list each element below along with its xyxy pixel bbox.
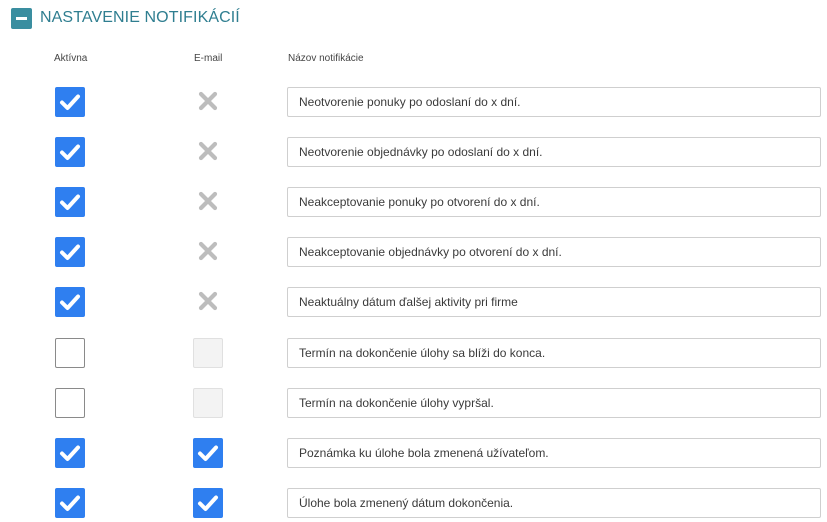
notification-name-field[interactable]: Neaktuálny dátum ďalšej aktivity pri firme: [287, 287, 821, 317]
email-unavailable-x-icon: [197, 290, 219, 312]
email-unavailable-x-icon: [197, 90, 219, 112]
email-checkbox[interactable]: [193, 438, 223, 468]
notification-name-field[interactable]: Neakceptovanie objednávky po otvorení do x dní.: [287, 237, 821, 267]
email-unavailable-x-icon: [197, 240, 219, 262]
email-checkbox[interactable]: [193, 488, 223, 518]
active-checkbox[interactable]: [55, 388, 85, 418]
notification-row: [0, 187, 827, 219]
active-checkbox[interactable]: [55, 488, 85, 518]
notification-row: [0, 388, 827, 420]
active-checkbox[interactable]: [55, 237, 85, 267]
notification-row: [0, 237, 827, 269]
active-checkbox[interactable]: [55, 438, 85, 468]
active-checkbox[interactable]: [55, 338, 85, 368]
section-header: [11, 6, 240, 30]
email-unavailable-x-icon: [197, 140, 219, 162]
notification-name-field[interactable]: Úlohe bola zmenený dátum dokončenia.: [287, 488, 821, 518]
column-header-email: E-mail: [194, 53, 223, 64]
notification-name-field[interactable]: Poznámka ku úlohe bola zmenená užívateľom.: [287, 438, 821, 468]
notification-row: [0, 438, 827, 470]
notification-row: [0, 338, 827, 370]
notification-row: [0, 488, 827, 520]
active-checkbox[interactable]: [55, 137, 85, 167]
active-checkbox[interactable]: [55, 287, 85, 317]
active-checkbox[interactable]: [55, 187, 85, 217]
notification-row: [0, 287, 827, 319]
email-unavailable-x-icon: [197, 190, 219, 212]
collapse-minus-icon[interactable]: [11, 8, 32, 29]
active-checkbox[interactable]: [55, 87, 85, 117]
notification-name-field[interactable]: Termín na dokončenie úlohy vypršal.: [287, 388, 821, 418]
email-checkbox: [193, 388, 223, 418]
email-checkbox: [193, 338, 223, 368]
column-header-name: Názov notifikácie: [288, 53, 364, 64]
notification-name-field[interactable]: Neotvorenie objednávky po odoslaní do x dní.: [287, 137, 821, 167]
section-title: NASTAVENIE NOTIFIKÁCIÍ: [40, 9, 240, 26]
notification-name-field[interactable]: Neotvorenie ponuky po odoslaní do x dní.: [287, 87, 821, 117]
notification-name-field[interactable]: Neakceptovanie ponuky po otvorení do x dní.: [287, 187, 821, 217]
notification-name-field[interactable]: Termín na dokončenie úlohy sa blíži do konca.: [287, 338, 821, 368]
notification-row: [0, 87, 827, 119]
column-header-active: Aktívna: [54, 53, 88, 64]
notification-row: [0, 137, 827, 169]
